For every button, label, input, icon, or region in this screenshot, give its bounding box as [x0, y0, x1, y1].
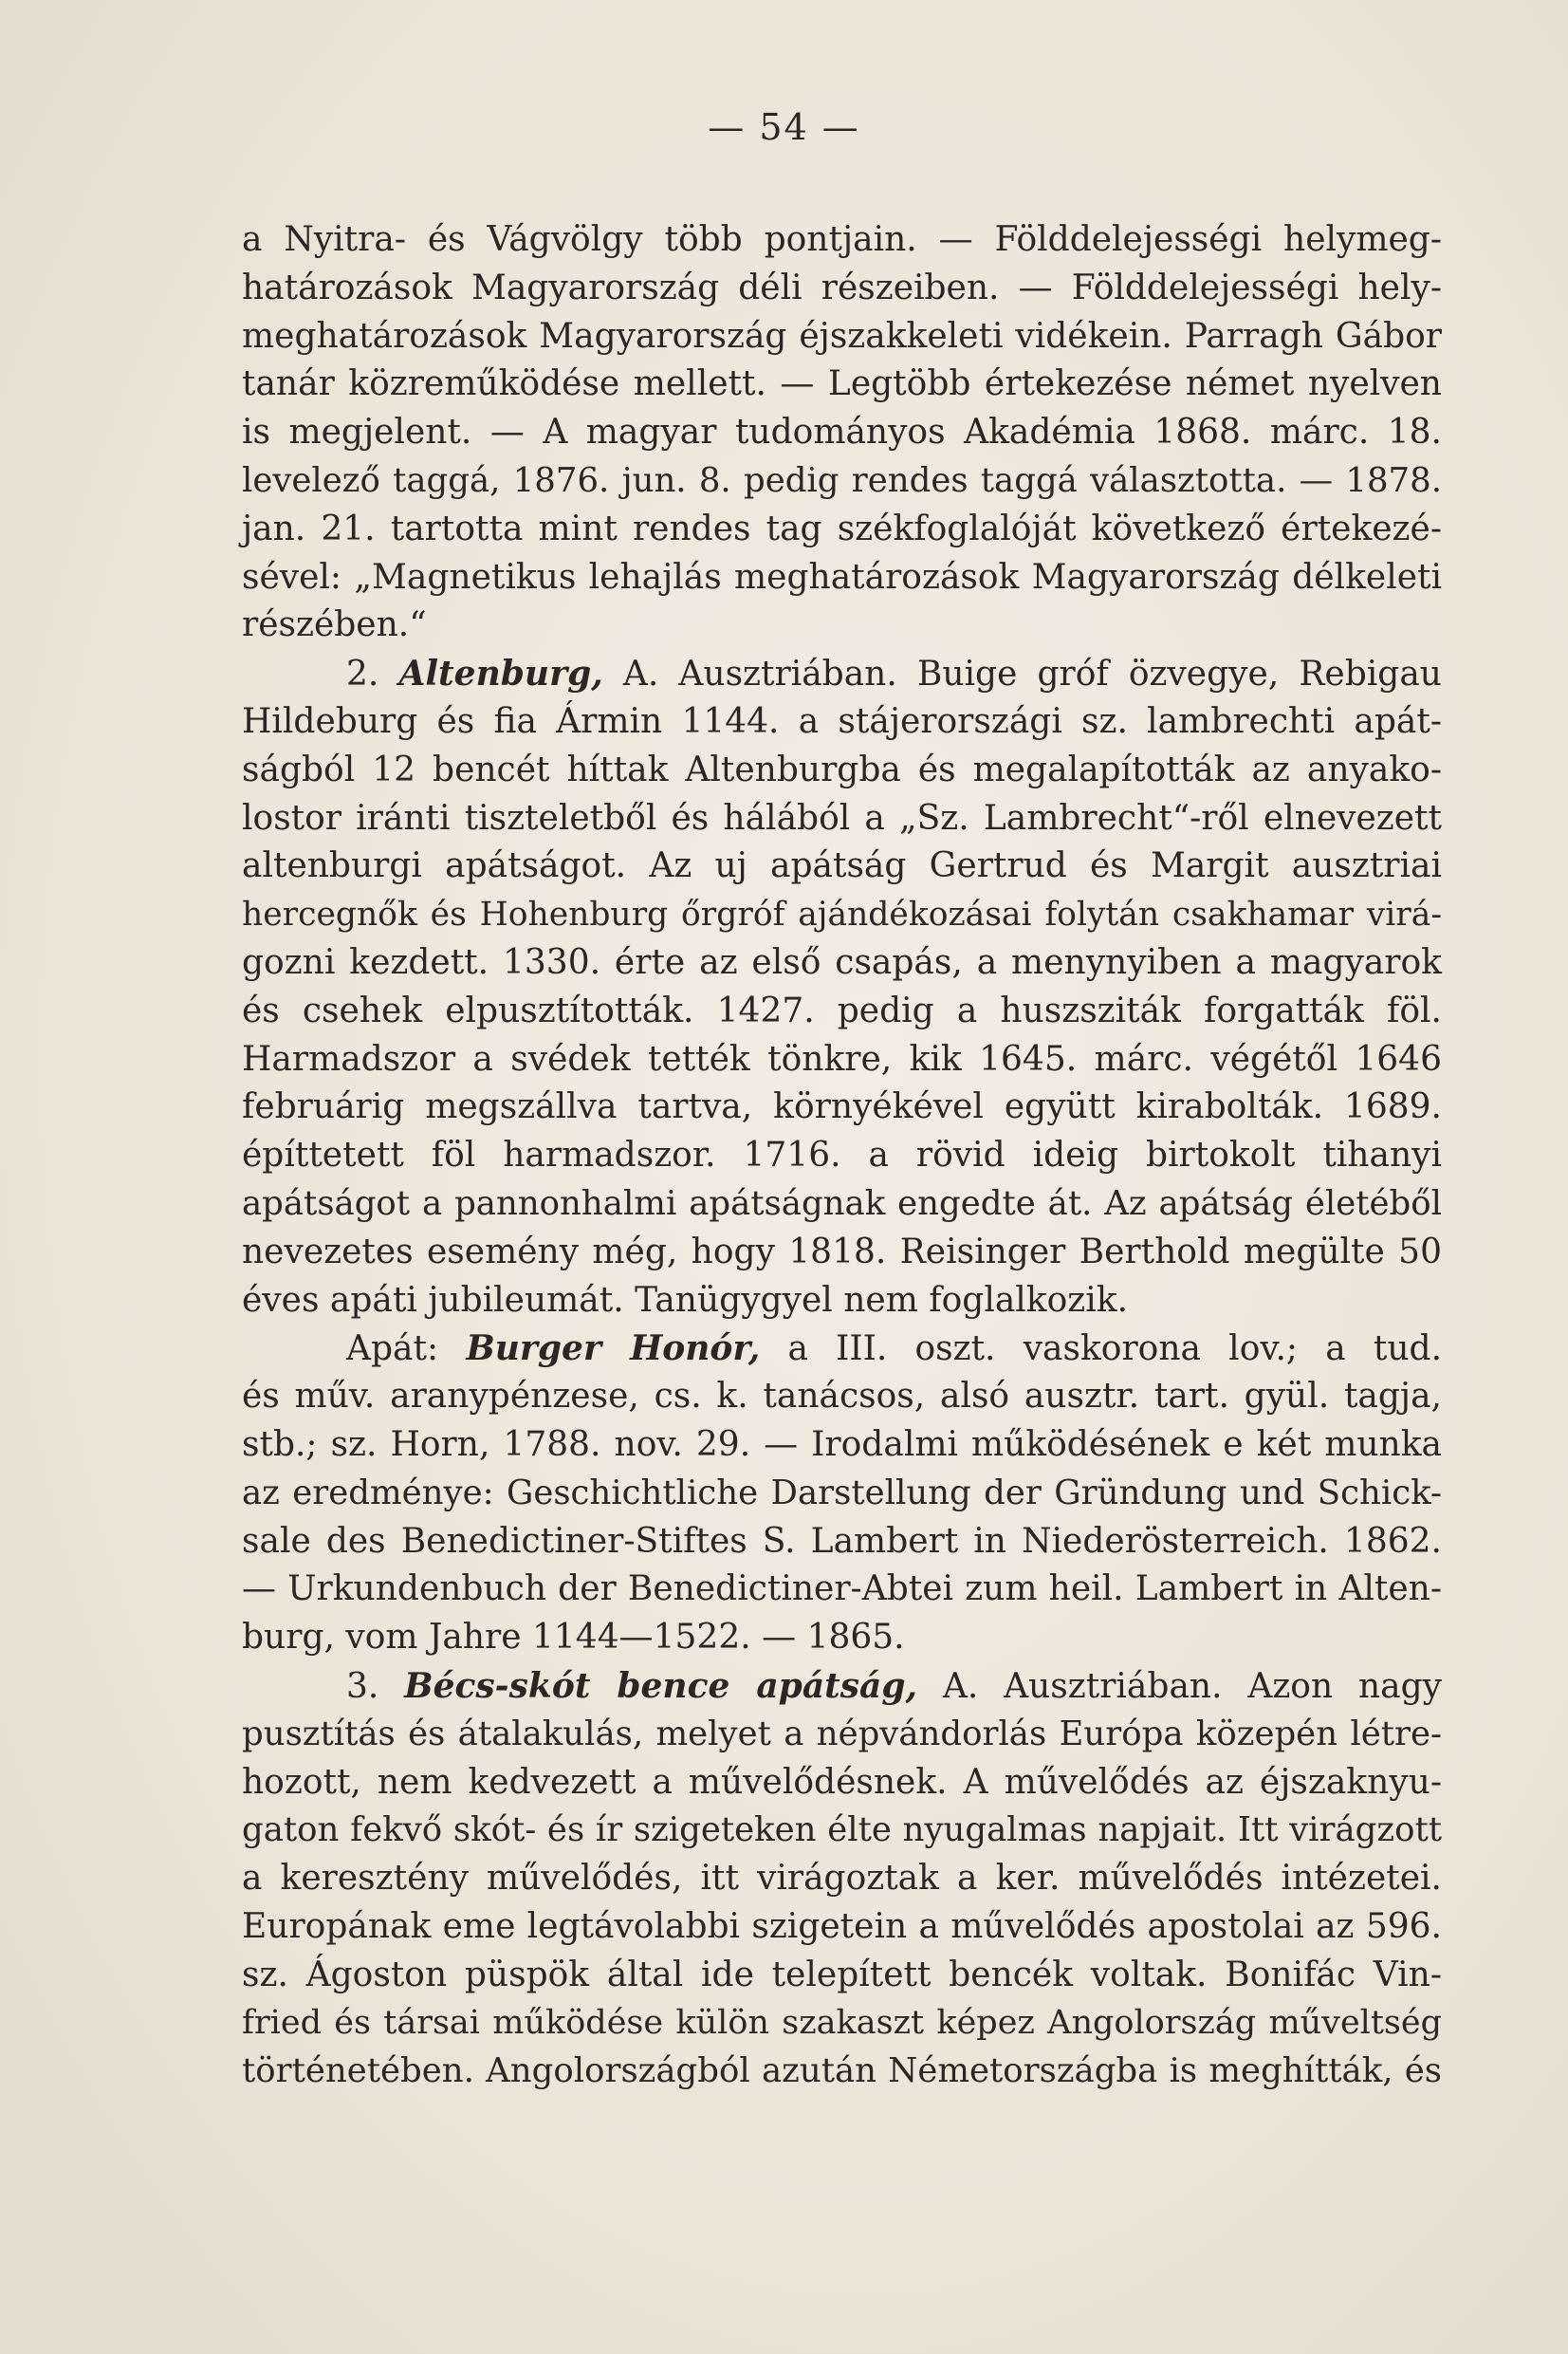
- text-line: pusztítás és átalakulás, melyet a népvándorlás Európa közepén létre-: [242, 1714, 1442, 1753]
- text-line: [242, 650, 1442, 698]
- body-text: [242, 216, 1442, 2096]
- text-line: is megjelent. — A magyar tudományos Akadémia 1868. márc. 18.: [242, 413, 1442, 453]
- text-line: Europának eme legtávolabbi szigetein a művelődés apostolai az 596.: [242, 1906, 1442, 1946]
- line-prefix: 3.: [346, 1666, 405, 1706]
- text-line: nevezetes esemény még, hogy 1818. Reisinger Berthold megülte 50: [242, 1232, 1442, 1271]
- page-number: — 54 —: [708, 106, 860, 148]
- text-line: tanár közreműködése mellett. — Legtöbb értekezése német nyelven: [242, 364, 1442, 404]
- text-line: altenburgi apátságot. Az uj apátság Gertrud és Margit ausztriai: [242, 846, 1442, 886]
- text-line: sével: „Magnetikus lehajlás meghatározások Magyarország délkeleti: [242, 557, 1442, 597]
- text-line: határozások Magyarország déli részeiben. — Földdelejességi hely-: [242, 268, 1442, 307]
- text-line: és műv. aranypénzese, cs. k. tanácsos, alsó ausztr. tart. gyül. tagja,: [242, 1377, 1442, 1417]
- text-line: fried és társai működése külön szakaszt képez Angolország műveltség: [242, 2004, 1442, 2043]
- text-line: [242, 1662, 1442, 1711]
- text-line: Harmadszor a svédek tették tönkre, kik 1645. márc. végétől 1646: [242, 1039, 1442, 1079]
- text-line: lostor iránti tiszteletből és hálából a „Sz. Lambrecht“-ről elnevezett: [242, 798, 1442, 838]
- text-line: gozni kezdett. 1330. érte az első csapás, a menynyiben a magyarok: [242, 942, 1442, 982]
- text-line: gaton fekvő skót- és ír szigeteken élte nyugalmas napjait. Itt virágzott: [242, 1810, 1442, 1850]
- line-suffix: A. Ausztriában. Azon nagy: [917, 1666, 1442, 1706]
- line-suffix: A. Ausztriában. Buige gróf özvegye, Rebigau: [602, 655, 1442, 695]
- text-line: Hildeburg és fia Ármin 1144. a stájerországi sz. lambrechti apát-: [242, 701, 1442, 741]
- text-line: stb.; sz. Horn, 1788. nov. 29. — Irodalmi működésének e két munka: [242, 1424, 1442, 1464]
- text-line: a Nyitra- és Vágvölgy több pontjain. — Földdelejességi helymeg-: [242, 220, 1442, 259]
- line-prefix: 2.: [346, 655, 399, 695]
- text-line: és csehek elpusztították. 1427. pedig a huszsziták forgatták föl.: [242, 991, 1442, 1030]
- text-line: levelező taggá, 1876. jun. 8. pedig rendes taggá választotta. — 1878.: [242, 460, 1442, 500]
- text-line: az eredménye: Geschichtliche Darstellung der Gründung und Schick-: [242, 1473, 1442, 1512]
- entry-heading: Bécs-skót bence apátság,: [404, 1665, 918, 1706]
- text-line: sz. Ágoston püspök által ide telepített bencék voltak. Bonifác Vin-: [242, 1955, 1442, 1994]
- line-prefix: Apát:: [346, 1329, 467, 1369]
- text-line: a keresztény művelődés, itt virágoztak a ker. művelődés intézetei.: [242, 1859, 1442, 1899]
- entry-heading: Altenburg,: [398, 654, 603, 695]
- text-line: februárig megszállva tartva, környékével együtt kirabolták. 1689.: [242, 1087, 1442, 1127]
- entry-heading: Burger Honór,: [466, 1328, 761, 1369]
- text-line: sale des Benedictiner-Stiftes S. Lambert in Niederösterreich. 1862.: [242, 1521, 1442, 1561]
- text-line: jan. 21. tartotta mint rendes tag székfoglalóját következő értekezé-: [242, 509, 1442, 548]
- text-line: részében.“: [242, 605, 427, 645]
- text-line: apátságot a pannonhalmi apátságnak engedte át. Az apátság életéből: [242, 1183, 1442, 1223]
- text-line: ságból 12 bencét híttak Altenburgba és megalapították az anyako-: [242, 750, 1442, 789]
- text-line: [242, 1325, 1442, 1373]
- text-line: — Urkundenbuch der Benedictiner-Abtei zum heil. Lambert in Alten-: [242, 1569, 1442, 1609]
- text-line: hozott, nem kedvezett a művelődésnek. A művelődés az éjszaknyu-: [242, 1762, 1442, 1802]
- text-line: történetében. Angolországból azután Németországba is meghítták, és: [242, 2051, 1442, 2091]
- text-line: éves apáti jubileumát. Tanügygyel nem foglalkozik.: [242, 1280, 1129, 1320]
- text-line: meghatározások Magyarország éjszakkeleti vidékein. Parragh Gábor: [242, 316, 1442, 356]
- text-line: építtetett föl harmadszor. 1716. a rövid ideig birtokolt tihanyi: [242, 1136, 1442, 1176]
- line-suffix: a III. oszt. vaskorona lov.; a tud.: [760, 1329, 1443, 1369]
- text-line: burg, vom Jahre 1144—1522. — 1865.: [242, 1618, 905, 1658]
- text-line: hercegnők és Hohenburg őrgróf ajándékozásai folytán csakhamar virá-: [242, 896, 1442, 935]
